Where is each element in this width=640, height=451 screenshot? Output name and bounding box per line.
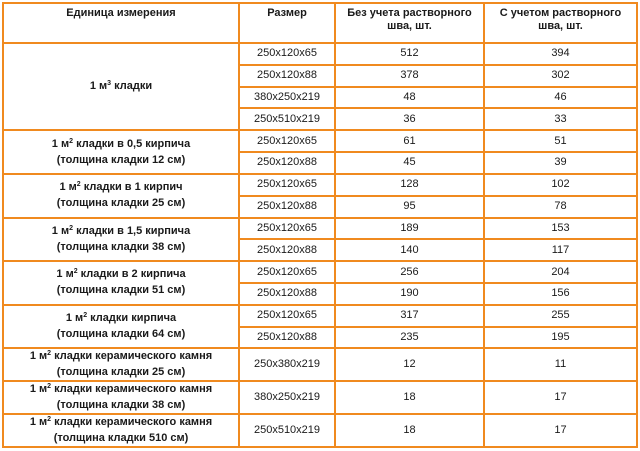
with-joint-cell: 51 <box>484 130 637 152</box>
table-row <box>3 261 637 283</box>
table-row <box>3 130 637 152</box>
unit-line1 <box>6 350 236 363</box>
size-cell: 380x250x219 <box>239 87 335 109</box>
unit-line1 <box>6 416 236 429</box>
unit-description: кладки керамического камня <box>51 416 213 429</box>
unit-thickness: (толщина кладки 510 см) <box>53 432 189 445</box>
unit-cell <box>3 381 239 414</box>
without-joint-cell: 128 <box>335 174 484 196</box>
table-row <box>3 43 637 65</box>
size-cell: 250x510x219 <box>239 108 335 130</box>
without-joint-cell: 317 <box>335 305 484 327</box>
table-row <box>3 174 637 196</box>
table-row <box>3 305 637 327</box>
without-joint-cell: 140 <box>335 239 484 261</box>
unit-thickness: (толщина кладки 38 см) <box>56 240 186 253</box>
unit-prefix: 1 м <box>51 137 70 150</box>
unit-prefix: 1 м <box>51 224 70 237</box>
without-joint-cell: 12 <box>335 348 484 381</box>
unit-line1 <box>6 138 236 151</box>
unit-line1 <box>6 225 236 238</box>
without-joint-cell: 18 <box>335 414 484 447</box>
size-cell: 380x250x219 <box>239 381 335 414</box>
size-cell: 250x120x65 <box>239 305 335 327</box>
without-joint-cell: 256 <box>335 261 484 283</box>
with-joint-cell: 39 <box>484 152 637 174</box>
without-joint-cell: 512 <box>335 43 484 65</box>
table-row <box>3 218 637 240</box>
without-joint-cell: 189 <box>335 218 484 240</box>
without-joint-cell: 235 <box>335 327 484 349</box>
table-row <box>3 381 637 414</box>
without-joint-cell: 36 <box>335 108 484 130</box>
unit-prefix: 1 м <box>29 350 48 363</box>
with-joint-cell: 302 <box>484 65 637 87</box>
size-cell: 250x120x88 <box>239 65 335 87</box>
table-body <box>3 43 637 447</box>
unit-prefix: 1 м <box>59 181 77 194</box>
size-cell: 250x120x65 <box>239 261 335 283</box>
with-joint-cell: 156 <box>484 283 637 305</box>
with-joint-cell: 394 <box>484 43 637 65</box>
unit-cell <box>3 43 239 130</box>
with-joint-cell: 33 <box>484 108 637 130</box>
unit-exponent: 3 <box>107 80 112 88</box>
size-cell: 250x120x88 <box>239 152 335 174</box>
unit-cell <box>3 218 239 262</box>
unit-thickness: (толщина кладки 12 см) <box>56 153 186 166</box>
without-joint-cell: 61 <box>335 130 484 152</box>
table-row <box>3 414 637 447</box>
unit-cell <box>3 174 239 218</box>
with-joint-cell: 117 <box>484 239 637 261</box>
unit-thickness: (толщина кладки 38 см) <box>56 399 186 412</box>
unit-line1 <box>6 312 236 325</box>
size-cell: 250x380x219 <box>239 348 335 381</box>
unit-cell <box>3 305 239 349</box>
header-size: Размер <box>239 3 335 43</box>
header-without-joint: Без учета растворного шва, шт. <box>335 3 484 43</box>
size-cell: 250x120x65 <box>239 43 335 65</box>
unit-cell <box>3 348 239 381</box>
table-header-row <box>3 3 637 43</box>
unit-description: кладки в 2 кирпича <box>77 268 186 281</box>
with-joint-cell: 11 <box>484 348 637 381</box>
unit-description: кладки кирпича <box>87 312 177 325</box>
with-joint-cell: 17 <box>484 414 637 447</box>
unit-thickness: (толщина кладки 25 см) <box>56 197 186 210</box>
with-joint-cell: 78 <box>484 196 637 218</box>
unit-cell <box>3 261 239 305</box>
unit-line1 <box>6 80 236 93</box>
unit-line1 <box>6 383 236 396</box>
without-joint-cell: 48 <box>335 87 484 109</box>
unit-thickness: (толщина кладки 25 см) <box>56 366 186 379</box>
unit-cell <box>3 130 239 174</box>
with-joint-cell: 153 <box>484 218 637 240</box>
unit-cell <box>3 414 239 447</box>
unit-description: кладки керамического камня <box>51 350 213 363</box>
unit-description: кладки керамического камня <box>51 383 213 396</box>
size-cell: 250x510x219 <box>239 414 335 447</box>
size-cell: 250x120x88 <box>239 327 335 349</box>
unit-exponent: 2 <box>69 224 74 232</box>
size-cell: 250x120x65 <box>239 130 335 152</box>
unit-description: кладки в 1,5 кирпича <box>73 224 191 237</box>
without-joint-cell: 378 <box>335 65 484 87</box>
without-joint-cell: 190 <box>335 283 484 305</box>
unit-exponent: 2 <box>73 268 78 276</box>
size-cell: 250x120x65 <box>239 218 335 240</box>
table-row <box>3 348 637 381</box>
unit-line1 <box>6 181 236 194</box>
unit-prefix: 1 м <box>29 416 48 429</box>
unit-description: кладки в 1 кирпич <box>80 181 183 194</box>
size-cell: 250x120x88 <box>239 196 335 218</box>
with-joint-cell: 102 <box>484 174 637 196</box>
unit-exponent: 2 <box>47 383 52 391</box>
without-joint-cell: 18 <box>335 381 484 414</box>
size-cell: 250x120x88 <box>239 239 335 261</box>
with-joint-cell: 195 <box>484 327 637 349</box>
unit-exponent: 2 <box>83 312 88 320</box>
unit-prefix: 1 м <box>56 268 74 281</box>
size-cell: 250x120x88 <box>239 283 335 305</box>
header-with-joint: С учетом растворного шва, шт. <box>484 3 637 43</box>
with-joint-cell: 255 <box>484 305 637 327</box>
with-joint-cell: 17 <box>484 381 637 414</box>
brick-quantity-table <box>2 2 638 448</box>
unit-prefix: 1 м <box>65 312 84 325</box>
unit-exponent: 2 <box>76 181 81 189</box>
header-unit: Единица измерения <box>3 3 239 43</box>
unit-thickness: (толщина кладки 64 см) <box>56 328 186 341</box>
unit-exponent: 2 <box>69 137 74 145</box>
unit-line1 <box>6 268 236 281</box>
unit-thickness: (толщина кладки 51 см) <box>56 284 186 297</box>
unit-exponent: 2 <box>47 416 52 424</box>
unit-description: кладки в 0,5 кирпича <box>73 137 191 150</box>
unit-description: кладки <box>111 80 153 93</box>
with-joint-cell: 204 <box>484 261 637 283</box>
unit-exponent: 2 <box>47 350 52 358</box>
without-joint-cell: 45 <box>335 152 484 174</box>
without-joint-cell: 95 <box>335 196 484 218</box>
unit-prefix: 1 м <box>89 80 108 93</box>
unit-prefix: 1 м <box>29 383 48 396</box>
size-cell: 250x120x65 <box>239 174 335 196</box>
with-joint-cell: 46 <box>484 87 637 109</box>
